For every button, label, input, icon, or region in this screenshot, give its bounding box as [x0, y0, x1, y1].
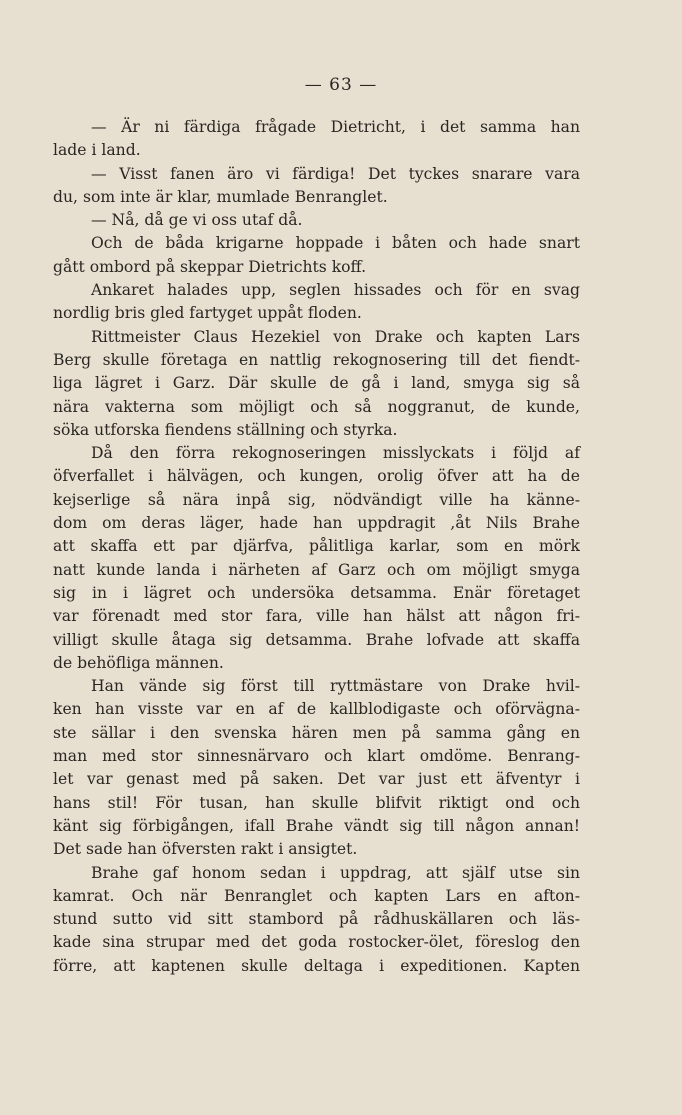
text-line: man med stor sinnesnärvaro och klart omdöme. Benrang- [53, 747, 580, 766]
text-line: förre, att kaptenen skulle deltaga i expeditionen. Kapten [53, 956, 580, 975]
text-line: lade i land. [53, 141, 141, 160]
text-line: att skaffa ett par djärfva, pålitliga karlar, som en mörk [53, 537, 580, 556]
text-line: gått ombord på skeppar Dietrichts koff. [53, 257, 367, 276]
text-line: de behöfliga männen. [53, 653, 224, 672]
text-line: nordlig bris gled fartyget uppåt floden. [53, 304, 362, 323]
text-line: Brahe gaf honom sedan i uppdrag, att själf utse sin [91, 863, 580, 882]
text-line: — Nå, då ge vi oss utaf då. [91, 211, 303, 230]
text-line: Rittmeister Claus Hezekiel von Drake och kapten Lars [91, 327, 580, 346]
text-line: sig in i lägret och undersöka detsamma. Enär företaget [53, 583, 580, 602]
text-line: hans stil! För tusan, han skulle blifvit riktigt ond och [53, 793, 580, 812]
text-line: var förenadt med stor fara, ville han hälst att någon fri- [53, 607, 580, 626]
text-line: öfverfallet i hälvägen, och kungen, orolig öfver att ha de [53, 467, 580, 486]
body-text [53, 116, 580, 978]
text-line: nära vakterna som möjligt och så noggranut, de kunde, [53, 397, 580, 416]
text-line: let var genast med på saken. Det var just ett äfventyr i [53, 770, 580, 789]
text-line: söka utforska fiendens ställning och styrka. [53, 420, 398, 439]
text-line: stund sutto vid sitt stambord på rådhuskällaren och läs- [53, 910, 580, 929]
text-line: ken han visste var en af de kallblodigaste och oförvägna- [53, 700, 580, 719]
text-line: kade sina strupar med det goda rostocker-ölet, föreslog den [53, 933, 580, 952]
text-line: — Är ni färdiga frågade Dietricht, i det samma han [91, 118, 580, 136]
text-line: Berg skulle företaga en nattlig rekognosering till det fiendt- [53, 350, 580, 369]
text-line: dom om deras läger, hade han uppdragit ,åt Nils Brahe [53, 514, 580, 533]
text-line: Ankaret halades upp, seglen hissades och för en svag [91, 281, 580, 300]
text-line: ste sällar i den svenska hären men på samma gång en [53, 723, 580, 742]
text-line: Och de båda krigarne hoppade i båten och hade snart [91, 234, 580, 253]
page-number: — 63 — [304, 75, 378, 95]
text-line: Det sade han öfversten rakt i ansigtet. [53, 840, 358, 859]
text-line: känt sig förbigången, ifall Brahe vändt sig till någon annan! [53, 816, 580, 835]
text-line: Han vände sig först till ryttmästare von Drake hvil- [91, 677, 580, 696]
text-line: villigt skulle åtaga sig detsamma. Brahe lofvade att skaffa [53, 630, 580, 649]
text-line: kejserlige så nära inpå sig, nödvändigt ville ha känne- [53, 490, 580, 509]
text-line: Då den förra rekognoseringen misslyckats i följd af [91, 444, 580, 463]
text-line: kamrat. Och när Benranglet och kapten Lars en afton- [53, 886, 580, 905]
text-line: — Visst fanen äro vi färdiga! Det tyckes snarare vara [91, 164, 580, 183]
text-line: liga lägret i Garz. Där skulle de gå i land, smyga sig så [53, 374, 580, 393]
text-line: du, som inte är klar, mumlade Benranglet. [53, 187, 388, 206]
text-line: natt kunde landa i närheten af Garz och om möjligt smyga [53, 560, 580, 579]
